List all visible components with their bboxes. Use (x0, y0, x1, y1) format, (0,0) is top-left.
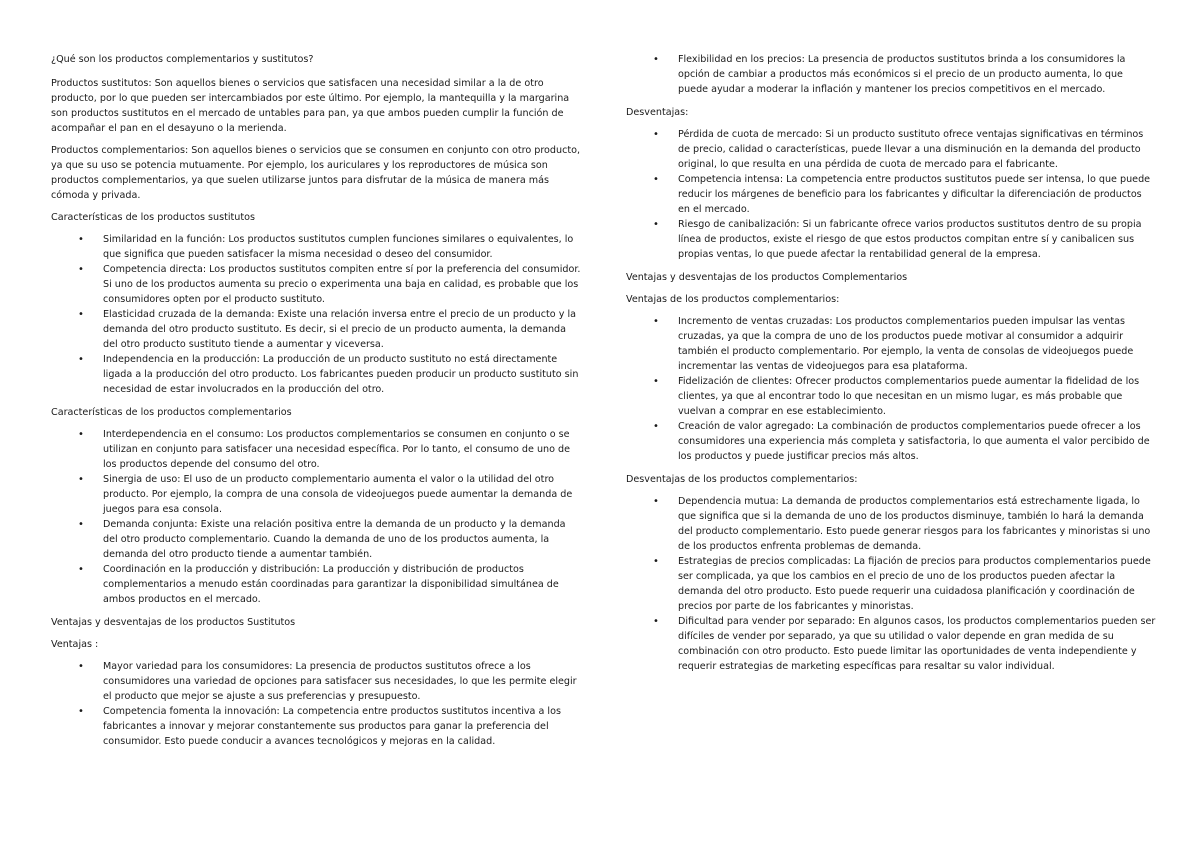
list-item: • Elasticidad cruzada de la demanda: Existe una relación inversa entre el precio de un producto y la demanda del otro producto sustituto. Es decir, si el precio de un producto aumenta, la demanda del otro producto sustituto tiende a aumentar y viceversa. (51, 307, 581, 352)
list-item: • Mayor variedad para los consumidores: La presencia de productos sustitutos ofrece a los consumidores una variedad de opciones para satisfacer sus necesidades, lo que les permite elegir el producto que mejor se ajuste a sus preferencias y presupuesto. (51, 659, 581, 704)
list-desventajas-sustitutos (626, 127, 1156, 262)
list-item: • Riesgo de canibalización: Si un fabricante ofrece varios productos sustitutos dentro de su propia línea de productos, existe el riesgo de que estos productos compitan entre sí y canibalicen sus propias ventas, lo que puede afectar la rentabilidad general de la empresa. (626, 217, 1156, 262)
list-item: • Creación de valor agregado: La combinación de productos complementarios puede ofrecer a los consumidores una experiencia más completa y satisfactoria, lo que aumenta el valor percibido de los productos y puede justificar precios más altos. (626, 419, 1156, 464)
list-item: • Similaridad en la función: Los productos sustitutos cumplen funciones similares o equivalentes, lo que significa que pueden satisfacer la misma necesidad o deseo del consumidor. (51, 232, 581, 262)
list-ventajas-sustitutos (51, 659, 581, 749)
list-ventajas-complementarios (626, 314, 1156, 464)
list-item: • Dificultad para vender por separado: En algunos casos, los productos complementarios pueden ser difíciles de vender por separado, ya que su utilidad o valor depende en gran medida de su combinación con otro producto. Esto puede limitar las oportunidades de venta independiente y requerir estrategias de marketing específicas para resaltar su valor individual. (626, 614, 1156, 674)
list-item: • Demanda conjunta: Existe una relación positiva entre la demanda de un producto y la demanda del otro producto complementario. Cuando la demanda de uno de los productos aumenta, la demanda del otro producto tiende a aumentar también. (51, 517, 581, 562)
list-item: • Estrategias de precios complicadas: La fijación de precios para productos complementarios puede ser complicada, ya que los cambios en el precio de uno de los productos pueden afectar la demanda del otro producto. Esto puede requerir una cuidadosa planificación y coordinación de precios por parte de los fabricantes y minoristas. (626, 554, 1156, 614)
list-desventajas-complementarios (626, 494, 1156, 674)
list-item: • Flexibilidad en los precios: La presencia de productos sustitutos brinda a los consumidores la opción de cambiar a productos más económicos si el precio de un producto aumenta, lo que puede ayudar a moderar la inflación y mantener los precios competitivos en el mercado. (626, 52, 1156, 97)
list-item: • Competencia fomenta la innovación: La competencia entre productos sustitutos incentiva a los fabricantes a innovar y mejorar constantemente sus productos para ganar la preferencia del consumidor. Esto puede conducir a avances tecnológicos y mejoras en la calidad. (51, 704, 581, 749)
heading-desventajas: Desventajas: (626, 107, 689, 118)
paragraph-complementarios: Productos complementarios: Son aquellos bienes o servicios que se consumen en conjunto con otro producto, ya que su uso se potencia mutuamente. Por ejemplo, los auriculares y los reproductores de música son productos complementarios, ya que suelen utilizarse juntos para disfrutar de la música de manera más cómoda y privada. (51, 145, 581, 201)
heading-caracteristicas-complementarios: Características de los productos complementarios (51, 407, 292, 418)
list-caracteristicas-sustitutos (51, 232, 581, 397)
heading-ventajas: Ventajas : (51, 639, 99, 650)
left-column (51, 52, 581, 757)
right-column (626, 52, 1156, 682)
list-item: • Fidelización de clientes: Ofrecer productos complementarios puede aumentar la fidelidad de los clientes, ya que al encontrar todo lo que necesitan en un mismo lugar, es más probable que vuelvan a comprar en ese establecimiento. (626, 374, 1156, 419)
document-title: ¿Qué son los productos complementarios y sustitutos? (51, 54, 314, 65)
list-item: • Sinergia de uso: El uso de un producto complementario aumenta el valor o la utilidad del otro producto. Por ejemplo, la compra de una consola de videojuegos puede aumentar la demanda de juegos para esa consola. (51, 472, 581, 517)
heading-ventajas-desventajas-complementarios: Ventajas y desventajas de los productos Complementarios (626, 272, 908, 283)
heading-caracteristicas-sustitutos: Características de los productos sustitutos (51, 212, 255, 223)
list-item: • Coordinación en la producción y distribución: La producción y distribución de productos complementarios a menudo están coordinadas para garantizar la disponibilidad simultánea de ambos productos en el mercado. (51, 562, 581, 607)
paragraph-sustitutos: Productos sustitutos: Son aquellos bienes o servicios que satisfacen una necesidad similar a la de otro producto, por lo que pueden ser intercambiados por este último. Por ejemplo, la mantequilla y la margarina son productos sustitutos en el mercado de untables para pan, ya que ambos pueden cumplir la función de acompañar el pan en el desayuno o la merienda. (51, 78, 570, 134)
list-caracteristicas-complementarios (51, 427, 581, 607)
list-item: • Incremento de ventas cruzadas: Los productos complementarios pueden impulsar las ventas cruzadas, ya que la compra de uno de los productos puede motivar al consumidor a adquirir también el producto complementario. Por ejemplo, la venta de consolas de videojuegos puede incrementar las ventas de videojuegos para esa plataforma. (626, 314, 1156, 374)
list-item: • Competencia directa: Los productos sustitutos compiten entre sí por la preferencia del consumidor. Si uno de los productos aumenta su precio o experimenta una baja en calidad, es probable que los consumidores opten por el producto sustituto. (51, 262, 581, 307)
heading-ventajas-desventajas-sustitutos: Ventajas y desventajas de los productos Sustitutos (51, 617, 296, 628)
list-item: • Pérdida de cuota de mercado: Si un producto sustituto ofrece ventajas significativas en términos de precio, calidad o características, puede llevar a una disminución en la demanda del producto original, lo que resulta en una pérdida de cuota de mercado para el fabricante. (626, 127, 1156, 172)
list-item: • Interdependencia en el consumo: Los productos complementarios se consumen en conjunto o se utilizan en conjunto para satisfacer una necesidad específica. Por lo tanto, el consumo de uno de los productos depende del consumo del otro. (51, 427, 581, 472)
list-ventajas-sustitutos-cont (626, 52, 1156, 97)
heading-ventajas-complementarios: Ventajas de los productos complementarios: (626, 294, 840, 305)
list-item: • Independencia en la producción: La producción de un producto sustituto no está directamente ligada a la producción del otro producto. Los fabricantes pueden producir un producto sustituto sin necesidad de estar involucrados en la producción del otro. (51, 352, 581, 397)
list-item: • Dependencia mutua: La demanda de productos complementarios está estrechamente ligada, lo que significa que si la demanda de uno de los productos disminuye, también lo hará la demanda del producto complementario. Esto puede generar riesgos para los fabricantes y minoristas si uno de los productos enfrenta problemas de demanda. (626, 494, 1156, 554)
heading-desventajas-complementarios: Desventajas de los productos complementarios: (626, 474, 858, 485)
list-item: • Competencia intensa: La competencia entre productos sustitutos puede ser intensa, lo que puede reducir los márgenes de beneficio para los fabricantes y dificultar la diferenciación de productos en el mercado. (626, 172, 1156, 217)
